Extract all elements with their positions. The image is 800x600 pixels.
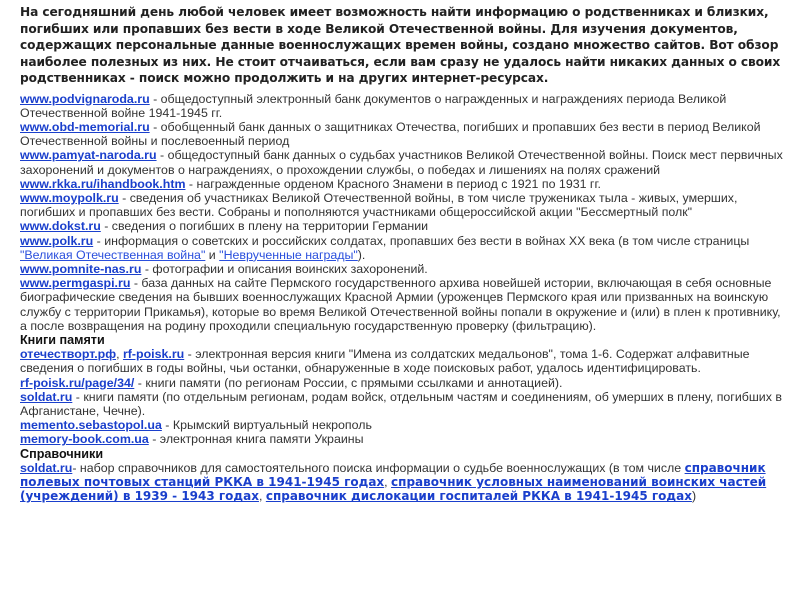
item-description: - сведения о погибших в плену на территории Германии: [100, 219, 429, 234]
link-rkka[interactable]: www.rkka.ru/ihandbook.htm: [20, 176, 186, 191]
link-podvignaroda[interactable]: www.podvignaroda.ru: [20, 91, 150, 106]
list-item: [20, 276, 790, 333]
list-item: [20, 390, 790, 418]
item-description: - база данных на сайте Пермского государственного архива новейшей истории, включающая в себя основные биографические сведения на бывших военнослужащих Красной Армии (уроженцев Пермского края или призванных на воинскую службу с территории Прикамья), которые во время Великой Отечественной войны попали в окружение и (или) в плен к противнику, а после возвращения на родину проходили специальную государственную проверку (фильтрацию).: [20, 276, 781, 333]
section-heading-references: Справочники: [20, 446, 104, 461]
link-hospital-locations[interactable]: справочник дислокации госпиталей РККА в 1941-1945 годах: [265, 489, 692, 504]
list-item: [20, 120, 790, 148]
link-rf-poisk-page34[interactable]: rf-poisk.ru/page/34/: [20, 375, 135, 390]
link-memory-book[interactable]: memory-book.com.ua: [20, 432, 149, 447]
item-description: - обобщенный банк данных о защитниках Отечества, погибших и пропавших без вести в период Великой Отечественной войны и послевоенный период: [20, 119, 761, 149]
item-description: - общедоступный электронный банк документов о награжденных и награждениях периода Великой Отечественной войне 1941-1945 гг.: [20, 91, 727, 120]
list-item: [20, 376, 790, 390]
link-pomnite-nas[interactable]: www.pomnite-nas.ru: [20, 261, 142, 276]
link-polk[interactable]: www.polk.ru: [20, 233, 94, 248]
link-pamyat-naroda[interactable]: www.pamyat-naroda.ru: [20, 148, 157, 163]
link-undelivered-awards[interactable]: "Неврученные награды": [219, 247, 358, 262]
item-separator: ,: [384, 474, 392, 489]
list-item: [20, 92, 790, 120]
link-field-post-stations[interactable]: справочник полевых почтовых станций РККА в 1941-1945 годах: [20, 460, 766, 489]
list-item: [20, 177, 790, 191]
link-great-patriotic-war[interactable]: "Великая Отечественная война": [20, 247, 206, 262]
link-otechestvort[interactable]: отечестворт.рф: [20, 347, 117, 362]
list-item: [20, 418, 790, 432]
section-heading-memory-books: Книги памяти: [20, 332, 105, 347]
list-item: [20, 461, 790, 504]
link-moypolk[interactable]: www.moypolk.ru: [20, 190, 119, 205]
link-permgaspi[interactable]: www.permgaspi.ru: [20, 276, 131, 291]
item-description: - книги памяти (по регионам России, с прямыми ссылками и аннотацией).: [134, 375, 563, 390]
list-item: [20, 262, 790, 276]
item-description: - сведения об участниках Великой Отечественной войны, в том числе тружениках тыла - живых, умерших, погибших и пропавших без вести. Собраны и пополняются участниками общероссийской акции "Бессмертный полк": [20, 190, 738, 220]
item-tail: ): [691, 489, 697, 504]
list-item: [20, 432, 790, 446]
link-obd-memorial[interactable]: www.obd-memorial.ru: [20, 119, 150, 134]
item-description: - набор справочников для самостоятельного поиска информации о судьбе военнослужащих (в том числе: [72, 460, 685, 475]
list-item: [20, 219, 790, 233]
item-connector: и: [205, 247, 220, 262]
intro-paragraph: На сегодняшний день любой человек имеет возможность найти информацию о родственниках и близких, погибших или пропавших без вести в ходе Великой Отечественной войны. Для изучения документов, содержащих персональные данные военнослужащих времен войны, создано множество сайтов. Вот обзор наиболее полезных из них. Не стоит отчаиваться, если вам сразу не удалось найти никаких данных о своих родственниках - поиск можно продолжить и на других интернет-ресурсах.: [20, 5, 781, 85]
item-description: - Крымский виртуальный некрополь: [161, 418, 372, 433]
item-description: - награжденные орденом Красного Знамени в период с 1921 по 1931 гг.: [185, 176, 601, 191]
link-soldat-references[interactable]: soldat.ru: [20, 460, 73, 475]
resource-list: [20, 92, 790, 504]
list-item: [20, 191, 790, 219]
link-unit-code-names[interactable]: справочник условных наименований воинских частей (учреждений) в 1939 - 1943 годах: [20, 474, 767, 504]
item-description: - электронная версия книги "Имена из солдатских медальонов", тома 1-6. Содержат алфавитные сведения о погибших в годы войны, чьи останки, обнаруженные в ходе поисковых работ, удалось идентифицировать.: [20, 347, 750, 376]
list-item: [20, 347, 790, 375]
item-description: - электронная книга памяти Украины: [148, 432, 364, 447]
link-rf-poisk[interactable]: rf-poisk.ru: [122, 347, 185, 362]
item-description: - фотографии и описания воинских захоронений.: [141, 261, 428, 276]
item-description: - книги памяти (по отдельным регионам, родам войск, отдельным частям и соединениям, об умерших в плену, погибших в Афганистане, Чечне).: [20, 389, 782, 418]
item-separator: ,: [116, 347, 123, 362]
item-description: - общедоступный банк данных о судьбах участников Великой Отечественной войны. Поиск мест первичных захоронений и документов о награждениях, о прохождении службы, о победах и лишениях на полях сражений: [20, 148, 783, 177]
item-description: - информация о советских и российских солдатах, пропавших без вести в войнах XX века (в том числе страницы: [93, 233, 750, 248]
item-tail: ).: [357, 247, 366, 262]
list-item: [20, 148, 790, 176]
document-page: [20, 4, 790, 503]
item-separator: ,: [258, 489, 266, 504]
link-memento-sebastopol[interactable]: memento.sebastopol.ua: [20, 418, 162, 433]
link-dokst[interactable]: www.dokst.ru: [20, 219, 101, 234]
list-item: [20, 234, 790, 262]
link-soldat[interactable]: soldat.ru: [20, 389, 73, 404]
